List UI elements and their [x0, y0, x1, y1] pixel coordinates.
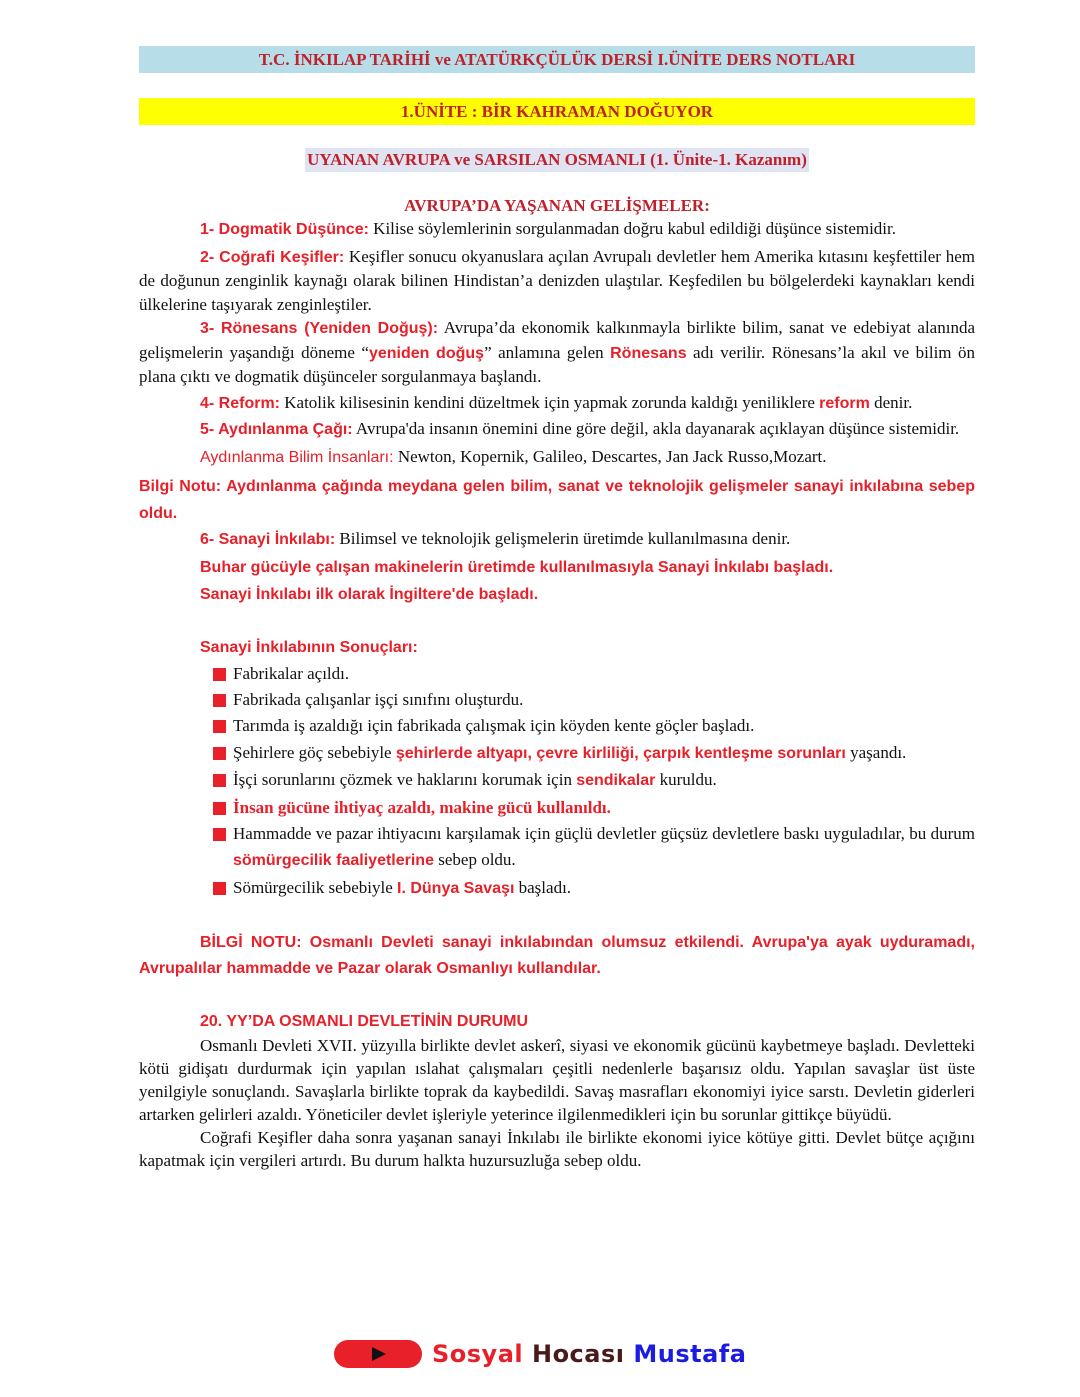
- list-item: İşçi sorunlarını çözmek ve haklarını korumak için sendikalar kuruldu.: [211, 767, 975, 794]
- document-title: T.C. İNKILAP TARİHİ ve ATATÜRKÇÜLÜK DERSİ I.ÜNİTE DERS NOTLARI: [139, 46, 975, 73]
- item-dogmatic: 1- Dogmatik Düşünce: Kilise söylemlerinin sorgulanmadan doğru kabul edildiği düşünce sistemidir.: [200, 219, 897, 238]
- list-item: Hammadde ve pazar ihtiyacını karşılamak için güçlü devletler güçsüz devletlere baskı uyguladılar, bu durum sömürgecilik faaliyetlerine sebep oldu.: [211, 821, 975, 875]
- list-item: Tarımda iş azaldığı için fabrikada çalışmak için köyden kente göçler başladı.: [211, 713, 975, 739]
- bullet-square-icon: [213, 802, 226, 815]
- ottoman-heading: 20. YY’DA OSMANLI DEVLETİNİN DURUMU: [200, 1013, 529, 1031]
- england-note: Sanayi İnkılabı ilk olarak İngiltere'de başladı.: [200, 585, 539, 603]
- results-heading: Sanayi İnkılabının Sonuçları:: [200, 638, 418, 656]
- bullet-square-icon: [213, 747, 226, 760]
- bullet-square-icon: [213, 882, 226, 895]
- info-note-1: Bilgi Notu: Aydınlanma çağında meydana gelen bilim, sanat ve teknolojik gelişmeler sanayi inkılabına sebep oldu.: [139, 478, 975, 522]
- document-page: [139, 46, 975, 1172]
- brand-word-2: Hocası: [531, 1340, 625, 1368]
- list-item: İnsan gücüne ihtiyaç azaldı, makine gücü kullanıldı.: [211, 795, 975, 821]
- list-item: Fabrikada çalışanlar işçi sınıfını oluşturdu.: [211, 687, 975, 713]
- item-industrial: 6- Sanayi İnkılabı: Bilimsel ve teknolojik gelişmelerin üretimde kullanılmasına denir.: [200, 529, 791, 548]
- bullet-square-icon: [213, 774, 226, 787]
- enlightenment-scientists: Aydınlanma Bilim İnsanları: Newton, Kopernik, Galileo, Descartes, Jan Jack Russo,Mozart.: [200, 446, 827, 466]
- ottoman-paragraph-2: Coğrafi Keşifler daha sonra yaşanan sanayi İnkılabı ile birlikte ekonomi iyice kötüye gitti. Devlet bütçe açığını kapatmak için vergileri artırdı. Bu durum halkta huzursuzluğa sebep oldu.: [139, 1128, 975, 1171]
- unit-title: 1.ÜNİTE : BİR KAHRAMAN DOĞUYOR: [139, 98, 975, 125]
- bullet-square-icon: [213, 694, 226, 707]
- list-item: Şehirlere göç sebebiyle şehirlerde altyapı, çevre kirliliği, çarpık kentleşme sorunları yaşandı.: [211, 740, 975, 767]
- steam-note: Buhar gücüyle çalışan makinelerin üretimde kullanılmasıyla Sanayi İnkılabı başladı.: [200, 558, 834, 576]
- bullet-square-icon: [213, 720, 226, 733]
- subtitle: UYANAN AVRUPA ve SARSILAN OSMANLI (1. Ünite-1. Kazanım): [305, 148, 809, 172]
- ottoman-paragraph-1: Osmanlı Devleti XVII. yüzyılla birlikte devlet askerî, siyasi ve ekonomik gücünü kaybetmeye başladı. Devletteki kötü gidişatı durdurmak için yapılan ıslahat çalışmaları çeşitli nedenlerle başarısız oldu. Yapılan savaşlar üst üste yenilgiyle sonuçlandı. Savaşlarla birlikte toprak da kaybedildi. Savaş masrafları ekonomiyi iyice sarstı. Devletin giderleri artarken gelirleri azaldı. Yöneticiler devlet işleriyle yeterince ilgilenmedikleri için bu sorunlar gittikçe büyüdü.: [139, 1036, 975, 1125]
- item-reform: 4- Reform: Katolik kilisesinin kendini düzeltmek için yapmak zorunda kaldığı yeniliklere reform denir.: [200, 392, 913, 412]
- footer-brand: [334, 1338, 746, 1370]
- list-item: Fabrikalar açıldı.: [211, 661, 975, 687]
- bullet-square-icon: [213, 668, 226, 681]
- item-discoveries: 2- Coğrafi Keşifler: Keşifler sonucu okyanuslara açılan Avrupalı devletler hem Amerika kıtasını keşfettiler hem de doğunun zenginlik kaynağı olarak bilinen Hindistan’a denizden ulaştılar. Keşfedilen bu bölgelerdeki kaynakları kendi ülkelerine taşıyarak zenginleştiler.: [139, 246, 975, 314]
- list-item: Sömürgecilik sebebiyle I. Dünya Savaşı başladı.: [211, 875, 975, 902]
- europe-heading: AVRUPA’DA YAŞANAN GELİŞMELER:: [404, 196, 710, 215]
- brand-word-1: Sosyal: [432, 1340, 524, 1368]
- youtube-icon: [334, 1340, 422, 1368]
- info-note-2: BİLGİ NOTU: Osmanlı Devleti sanayi inkılabından olumsuz etkilendi. Avrupa'ya ayak uyduramadı, Avrupalılar hammadde ve Pazar olarak Osmanlıyı kullandılar.: [139, 934, 975, 978]
- brand-word-3: Mustafa: [633, 1340, 747, 1368]
- results-list: [139, 661, 975, 903]
- bullet-square-icon: [213, 828, 226, 841]
- item-renaissance: 3- Rönesans (Yeniden Doğuş): Avrupa’da ekonomik kalkınmayla birlikte bilim, sanat ve edebiyat alanında gelişmelerin yaşandığı döneme “yeniden doğuş” anlamına gelen Rönesans adı verilir. Rönesans’la akıl ve bilim ön plana çıktı ve dogmatik düşünceler sorgulanmaya başlandı.: [139, 318, 975, 386]
- item-enlightenment: 5- Aydınlanma Çağı: Avrupa'da insanın önemini dine göre değil, akla dayanarak açıklayan düşünce sistemidir.: [200, 419, 960, 438]
